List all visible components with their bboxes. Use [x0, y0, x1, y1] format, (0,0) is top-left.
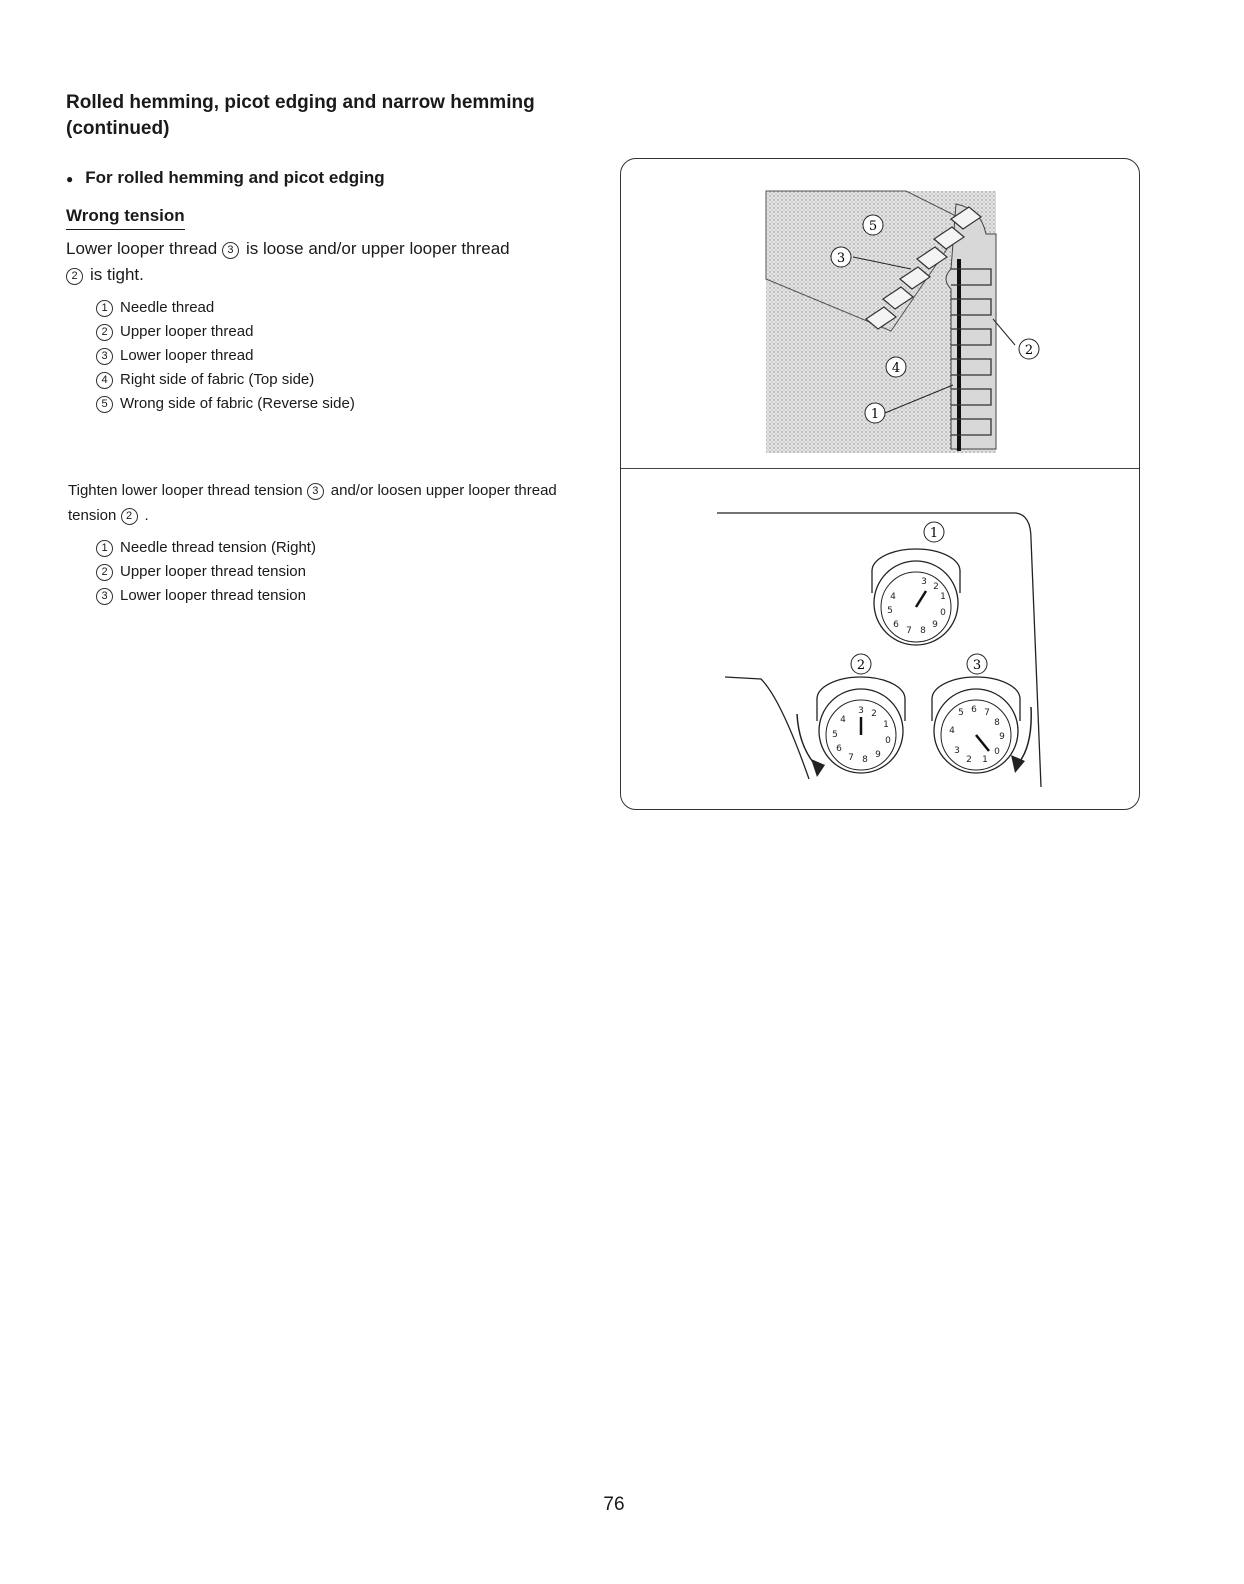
list-item	[96, 392, 355, 416]
dial-number: 5	[887, 606, 893, 616]
action-text-1: Tighten lower looper thread tension	[68, 482, 303, 499]
dial-number: 0	[940, 608, 946, 618]
panel-divider	[621, 468, 1139, 469]
fabric-parts-list	[96, 296, 355, 416]
ref-number: 3	[307, 483, 324, 500]
dial-number: 3	[954, 746, 960, 756]
correction-instruction	[68, 478, 588, 528]
desc-text-3: is tight.	[90, 265, 144, 284]
fabric-illustration	[766, 191, 1039, 453]
dial-number: 9	[932, 620, 938, 630]
dial-number: 0	[994, 747, 1000, 757]
dial-number: 8	[862, 755, 868, 765]
action-text-2: and/or loosen upper looper thread tension	[68, 482, 557, 524]
dial-number: 1	[883, 720, 889, 730]
dial-number: 3	[858, 706, 864, 716]
dial-number: 1	[982, 755, 988, 765]
page-title	[66, 90, 626, 142]
list-item-label: Lower looper thread	[120, 347, 254, 364]
dial-number: 7	[906, 626, 912, 636]
ref-number: 2	[66, 268, 83, 285]
dial-number: 2	[966, 755, 972, 765]
list-item-label: Needle thread tension (Right)	[120, 539, 316, 556]
dials-illustration	[717, 513, 1041, 787]
lower-looper-tension-dial	[932, 677, 1031, 773]
dial-number: 9	[999, 732, 1005, 742]
illustration	[621, 159, 1140, 810]
ref-number: 3	[222, 242, 239, 259]
upper-looper-tension-dial	[797, 677, 905, 777]
dial-number: 3	[921, 577, 927, 587]
turn-arrow-icon	[797, 714, 819, 769]
dial-number: 4	[949, 726, 955, 736]
ref-number: 3	[96, 588, 113, 605]
title-line-2: (continued)	[66, 118, 170, 139]
list-item-label: Upper looper thread	[120, 323, 254, 340]
callout-label: 3	[836, 251, 846, 266]
list-item-label: Needle thread	[120, 299, 215, 316]
list-item	[96, 584, 316, 608]
ref-number: 1	[96, 300, 113, 317]
dial-number: 2	[871, 709, 877, 719]
callout-label: 1	[929, 526, 939, 541]
callout-label: 2	[1024, 343, 1034, 358]
ref-number: 2	[96, 564, 113, 581]
dial-number: 5	[832, 730, 838, 740]
list-item	[96, 560, 316, 584]
list-item	[96, 296, 355, 320]
desc-text-1: Lower looper thread	[66, 239, 218, 258]
bullet-icon: ●	[66, 171, 74, 186]
ref-number: 3	[96, 348, 113, 365]
dial-number: 8	[920, 626, 926, 636]
dial-number: 7	[848, 753, 854, 763]
action-text-3: .	[144, 507, 149, 524]
title-line-1: Rolled hemming, picot edging and narrow hemming	[66, 92, 535, 113]
list-item-label: Lower looper thread tension	[120, 587, 306, 604]
dial-number: 2	[933, 582, 939, 592]
dial-number: 7	[984, 708, 990, 718]
list-item	[96, 320, 355, 344]
list-item	[96, 536, 316, 560]
problem-description	[66, 236, 606, 288]
ref-number: 2	[96, 324, 113, 341]
machine-cover-outline	[725, 677, 809, 779]
section-heading-text: For rolled hemming and picot edging	[85, 168, 385, 187]
dial-number: 0	[885, 736, 891, 746]
arrowhead-icon	[811, 759, 825, 777]
dial-number: 6	[893, 620, 899, 630]
ref-number: 2	[121, 508, 138, 525]
ref-number: 4	[96, 372, 113, 389]
dial-number: 5	[958, 708, 964, 718]
tension-dials-list	[96, 536, 316, 608]
dial-number: 6	[836, 744, 842, 754]
callout-label: 3	[972, 658, 982, 673]
list-item-label: Wrong side of fabric (Reverse side)	[120, 395, 355, 412]
needle-tension-dial	[872, 549, 960, 645]
list-item-label: Upper looper thread tension	[120, 563, 306, 580]
page-number: 76	[603, 1494, 625, 1515]
list-item	[96, 344, 355, 368]
callout-label: 4	[891, 361, 901, 376]
dial-number: 9	[875, 750, 881, 760]
callout-label: 1	[870, 407, 880, 422]
list-item-label: Right side of fabric (Top side)	[120, 371, 315, 388]
subheading-wrong-tension: Wrong tension	[66, 206, 185, 230]
dial-number: 4	[890, 592, 896, 602]
callout-label: 5	[868, 219, 878, 234]
dial-number: 4	[840, 715, 846, 725]
ref-number: 1	[96, 540, 113, 557]
dial-number: 1	[940, 592, 946, 602]
desc-text-2: is loose and/or upper looper thread	[245, 239, 510, 258]
illustration-panel	[620, 158, 1140, 810]
list-item	[96, 368, 355, 392]
ref-number: 5	[96, 396, 113, 413]
section-heading	[66, 168, 385, 188]
dial-number: 8	[994, 718, 1000, 728]
dial-number: 6	[971, 705, 977, 715]
callout-label: 2	[856, 658, 866, 673]
